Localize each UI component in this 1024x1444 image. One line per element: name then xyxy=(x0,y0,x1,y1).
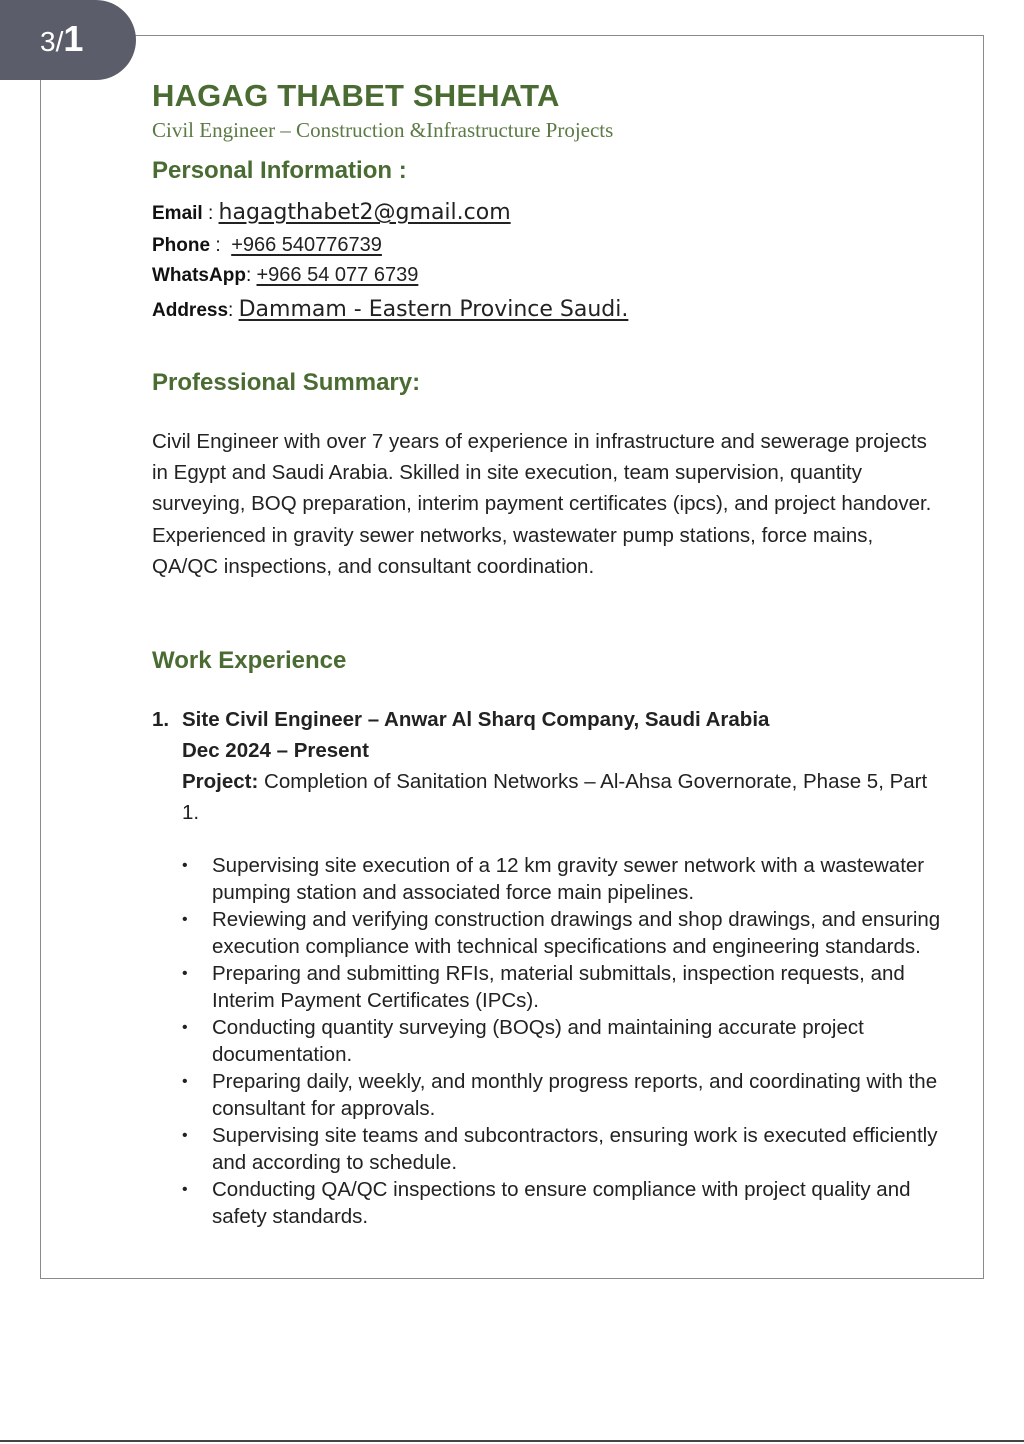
list-item-text: Supervising site execution of a 12 km gravity sewer network with a wastewater pumping station and associated force main pipelines. xyxy=(212,854,925,904)
candidate-name: HAGAG THABET SHEHATA xyxy=(152,78,560,113)
list-item xyxy=(182,906,942,960)
phone-link[interactable]: +966 540776739 xyxy=(231,234,382,256)
email-label: Email xyxy=(152,203,203,224)
list-item xyxy=(182,960,942,1014)
address-line xyxy=(152,297,628,322)
email-line xyxy=(152,200,511,225)
phone-label: Phone xyxy=(152,235,211,256)
address-label: Address xyxy=(152,300,229,321)
list-item xyxy=(182,1122,942,1176)
whatsapp-separator: : xyxy=(245,265,257,286)
page-counter-badge xyxy=(0,0,136,80)
candidate-subtitle: Civil Engineer – Construction &Infrastructure Projects xyxy=(152,118,614,142)
whatsapp-label: WhatsApp xyxy=(152,265,246,286)
work-experience-heading: Work Experience xyxy=(152,647,347,674)
professional-summary-text: Civil Engineer with over 7 years of experience in infrastructure and sewerage projects in Egypt and Saudi Arabia. Skilled in site execution, team supervision, quantity surveying, BOQ preparation, interim payment certificates (ipcs), and project handover. Experienced in gravity sewer networks, wastewater pump stations, force mains, QA/QC inspections, and consultant coordination. xyxy=(152,430,932,578)
phone-separator: : xyxy=(210,235,232,256)
bullet-icon: • xyxy=(182,1181,188,1198)
list-item xyxy=(182,852,942,906)
email-separator: : xyxy=(202,203,219,224)
bullet-icon: • xyxy=(182,1073,188,1090)
list-item-text: Conducting quantity surveying (BOQs) and maintaining accurate project documentation. xyxy=(212,1016,864,1066)
email-link[interactable]: hagagthabet2@gmail.com xyxy=(218,200,511,225)
whatsapp-line xyxy=(152,264,418,287)
bullet-icon: • xyxy=(182,911,188,928)
job-date: Dec 2024 – Present xyxy=(182,739,369,762)
list-item-text: Conducting QA/QC inspections to ensure compliance with project quality and safety standards. xyxy=(212,1178,911,1228)
address-separator: : xyxy=(228,300,239,321)
viewer-bottom-divider xyxy=(0,1440,1024,1442)
job-project-text: Completion of Sanitation Networks – Al-Ahsa Governorate, Phase 5, Part 1. xyxy=(182,770,928,824)
job-number: 1. xyxy=(152,708,170,731)
whatsapp-link[interactable]: +966 54 077 6739 xyxy=(256,264,419,286)
job-body xyxy=(182,704,942,828)
list-item-text: Supervising site teams and subcontractors, ensuring work is executed efficiently and according to schedule. xyxy=(212,1124,938,1174)
job-entry xyxy=(152,704,942,828)
job-project xyxy=(182,766,942,828)
list-item-text: Preparing and submitting RFIs, material submittals, inspection requests, and Interim Payment Certificates (IPCs). xyxy=(212,962,905,1012)
job-project-label: Project: xyxy=(182,770,259,793)
bullet-icon: • xyxy=(182,1127,188,1144)
list-item-text: Reviewing and verifying construction drawings and shop drawings, and ensuring execution compliance with technical specifications and engineering standards. xyxy=(212,908,941,958)
list-item-text: Preparing daily, weekly, and monthly progress reports, and coordinating with the consultant for approvals. xyxy=(212,1070,938,1120)
personal-info-heading: Personal Information : xyxy=(152,157,407,184)
job-responsibilities-list xyxy=(182,852,942,1230)
bullet-icon: • xyxy=(182,1019,188,1036)
page-total: 1 xyxy=(63,18,84,59)
list-item xyxy=(182,1176,942,1230)
list-item xyxy=(182,1068,942,1122)
phone-line xyxy=(152,234,382,257)
job-title: Site Civil Engineer – Anwar Al Sharq Company, Saudi Arabia xyxy=(182,708,770,731)
bullet-icon: • xyxy=(182,965,188,982)
professional-summary-heading: Professional Summary: xyxy=(152,369,421,396)
address-link[interactable]: Dammam - Eastern Province Saudi. xyxy=(238,297,629,322)
bullet-icon: • xyxy=(182,857,188,874)
page-current: 3/ xyxy=(40,26,64,57)
list-item xyxy=(182,1014,942,1068)
resume-page xyxy=(40,35,984,1279)
